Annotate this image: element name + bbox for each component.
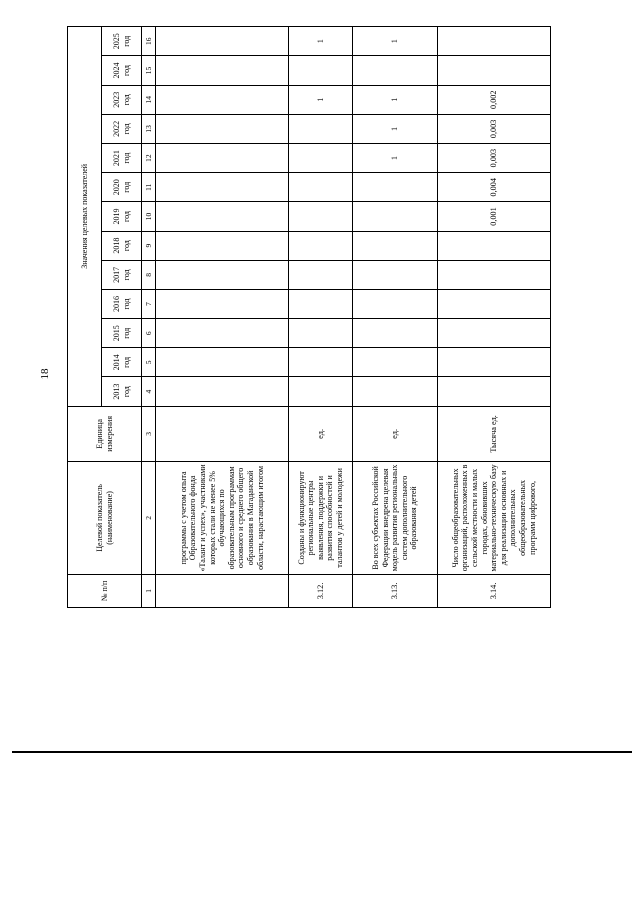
year-header: 2020 год bbox=[102, 173, 142, 202]
year-header: 2018 год bbox=[102, 231, 142, 260]
row-indicator: Число общеобразовательных организаций, расположенных в сельской местности и малых городах, обновивших материально-техническую базу для реализации основных и дополнительных общеобразовательных программ цифрового, bbox=[438, 462, 551, 575]
row-value bbox=[289, 348, 353, 377]
row-value bbox=[438, 56, 551, 85]
row-value bbox=[353, 260, 438, 289]
year-header: 2024 год bbox=[102, 56, 142, 85]
row-value: 1 bbox=[353, 114, 438, 143]
row-unit: Тысяча ед. bbox=[438, 406, 551, 461]
row-value: 0,004 bbox=[438, 173, 551, 202]
row-value: 0,002 bbox=[438, 85, 551, 114]
col-number: 1 bbox=[142, 574, 156, 607]
row-indicator: программы с учетом опыта Образовательного фонда «Талант и успех», участниками которых стали не менее 5% обучающихся по образовательным программам основного и среднего общего образования в Магаданской области, нарастающим итогом bbox=[156, 462, 289, 575]
indicators-table bbox=[67, 26, 551, 608]
row-value bbox=[156, 27, 289, 56]
row-value bbox=[353, 319, 438, 348]
row-num: 3.12. bbox=[289, 574, 353, 607]
row-indicator: Созданы и функционируют региональные центры выявления, поддержки и развития способностей и талантов у детей и молодежи bbox=[289, 462, 353, 575]
row-value bbox=[156, 231, 289, 260]
row-value bbox=[438, 319, 551, 348]
row-value bbox=[156, 202, 289, 231]
row-value bbox=[353, 202, 438, 231]
row-value bbox=[156, 144, 289, 173]
row-value bbox=[156, 56, 289, 85]
col-number: 4 bbox=[142, 377, 156, 406]
row-value: 1 bbox=[353, 27, 438, 56]
col-number: 3 bbox=[142, 406, 156, 461]
row-value bbox=[289, 260, 353, 289]
row-unit bbox=[156, 406, 289, 461]
row-value: 1 bbox=[289, 27, 353, 56]
row-value bbox=[438, 377, 551, 406]
header-unit: Единица измерения bbox=[68, 406, 142, 461]
row-unit: ед. bbox=[289, 406, 353, 461]
rotated-table-wrapper bbox=[67, 26, 550, 608]
year-header: 2013 год bbox=[102, 377, 142, 406]
row-value: 0,001 bbox=[438, 202, 551, 231]
row-value bbox=[289, 56, 353, 85]
table-row bbox=[156, 27, 289, 608]
col-number: 16 bbox=[142, 27, 156, 56]
year-header: 2021 год bbox=[102, 144, 142, 173]
row-value bbox=[156, 173, 289, 202]
row-value bbox=[438, 231, 551, 260]
col-number: 9 bbox=[142, 231, 156, 260]
row-value bbox=[353, 377, 438, 406]
row-value bbox=[438, 289, 551, 318]
row-value bbox=[353, 289, 438, 318]
row-value bbox=[289, 144, 353, 173]
row-indicator: Во всех субъектах Российской Федерации внедрена целевая модель развития региональных систем дополнительного образования детей bbox=[353, 462, 438, 575]
row-value: 1 bbox=[353, 85, 438, 114]
row-value bbox=[289, 231, 353, 260]
year-header: 2022 год bbox=[102, 114, 142, 143]
row-value bbox=[438, 348, 551, 377]
col-number: 6 bbox=[142, 319, 156, 348]
row-value bbox=[156, 319, 289, 348]
col-number: 15 bbox=[142, 56, 156, 85]
table-row bbox=[438, 27, 551, 608]
col-number: 11 bbox=[142, 173, 156, 202]
column-number-row bbox=[142, 27, 156, 608]
row-num: 3.14. bbox=[438, 574, 551, 607]
row-value: 1 bbox=[353, 144, 438, 173]
row-value bbox=[353, 173, 438, 202]
header-row-top bbox=[68, 27, 102, 608]
year-header: 2015 год bbox=[102, 319, 142, 348]
year-header: 2019 год bbox=[102, 202, 142, 231]
row-value bbox=[353, 348, 438, 377]
row-num: 3.13. bbox=[353, 574, 438, 607]
year-header: 2014 год bbox=[102, 348, 142, 377]
header-values-group: Значения целевых показателей bbox=[68, 27, 102, 407]
row-value bbox=[289, 319, 353, 348]
col-number: 2 bbox=[142, 462, 156, 575]
row-value bbox=[438, 27, 551, 56]
row-value bbox=[289, 114, 353, 143]
year-header: 2017 год bbox=[102, 260, 142, 289]
row-unit: ед. bbox=[353, 406, 438, 461]
table-row bbox=[289, 27, 353, 608]
row-value bbox=[156, 377, 289, 406]
header-num: № п/п bbox=[68, 574, 142, 607]
row-value bbox=[156, 85, 289, 114]
header-indicator: Целевой показатель (наименование) bbox=[68, 462, 142, 575]
row-value bbox=[156, 260, 289, 289]
year-header: 2023 год bbox=[102, 85, 142, 114]
col-number: 12 bbox=[142, 144, 156, 173]
page-bottom-rule bbox=[12, 751, 632, 753]
year-header: 2016 год bbox=[102, 289, 142, 318]
row-value bbox=[353, 56, 438, 85]
col-number: 7 bbox=[142, 289, 156, 318]
col-number: 10 bbox=[142, 202, 156, 231]
table-row bbox=[353, 27, 438, 608]
row-value: 0,003 bbox=[438, 144, 551, 173]
row-value bbox=[438, 260, 551, 289]
row-value bbox=[353, 231, 438, 260]
page-number: 18 bbox=[39, 368, 51, 380]
row-value: 0,003 bbox=[438, 114, 551, 143]
row-value bbox=[289, 377, 353, 406]
col-number: 5 bbox=[142, 348, 156, 377]
col-number: 8 bbox=[142, 260, 156, 289]
row-value: 1 bbox=[289, 85, 353, 114]
row-value bbox=[289, 202, 353, 231]
row-value bbox=[289, 173, 353, 202]
row-value bbox=[156, 289, 289, 318]
row-num bbox=[156, 574, 289, 607]
col-number: 13 bbox=[142, 114, 156, 143]
row-value bbox=[156, 114, 289, 143]
row-value bbox=[289, 289, 353, 318]
col-number: 14 bbox=[142, 85, 156, 114]
year-header: 2025 год bbox=[102, 27, 142, 56]
row-value bbox=[156, 348, 289, 377]
